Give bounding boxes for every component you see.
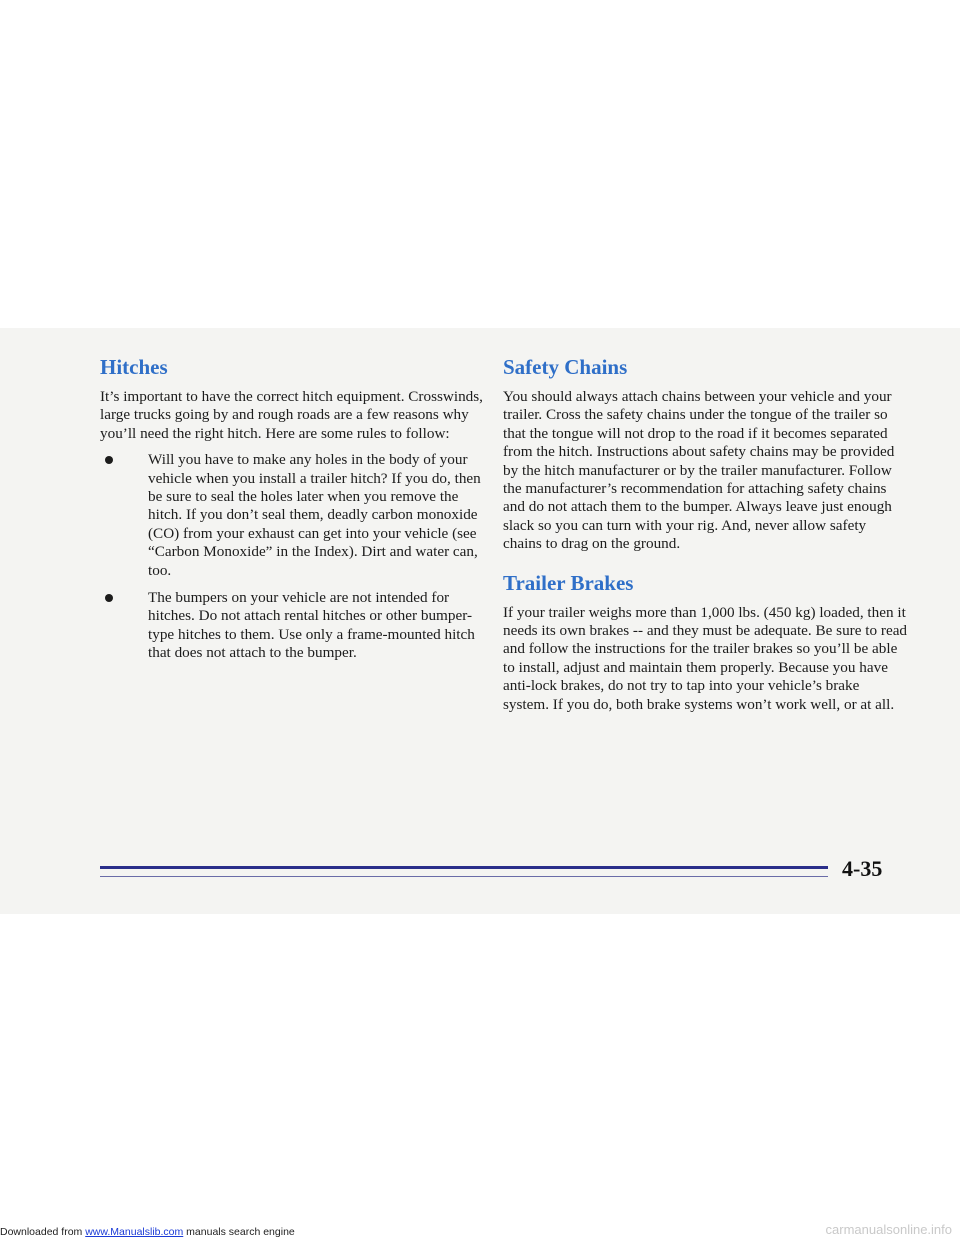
trailer-brakes-text: If your trailer weighs more than 1,000 lbs. (450 kg) loaded, then it needs its own brakes -- and they must be adequate. Be sure to read and follow the instructions for the trailer brakes so you’ll be able to install, adjust and maintain them properly. Because you have anti-lock brakes, do not try to tap into your vehicle’s brake system. If you do, both brake systems won’t work well, or at all. — [503, 603, 908, 713]
bullet-icon — [105, 594, 113, 602]
right-column — [503, 354, 908, 722]
list-item-text: The bumpers on your vehicle are not intended for hitches. Do not attach rental hitches or other bumper-type hitches to them. Use only a frame-mounted hitch that does not attach to the bumper. — [148, 589, 475, 662]
footer-suffix: manuals search engine — [183, 1226, 295, 1238]
watermark: carmanualsonline.info — [825, 1222, 952, 1237]
safety-chains-text: You should always attach chains between your vehicle and your trailer. Cross the safety chains under the tongue of the trailer so that the tongue will not drop to the road if it becomes separated from the hitch. Instructions about safety chains may be provided by the hitch manufacturer or by the trailer manufacturer. Follow the manufacturer’s recommendation for attaching safety chains and do not attach them to the bumper. Always leave just enough slack so you can turn with your rig. And, never allow safety chains to drag on the ground. — [503, 388, 895, 553]
bullet-icon — [105, 456, 113, 464]
left-column — [100, 354, 495, 672]
page-number: 4-35 — [842, 856, 883, 881]
manualslib-link[interactable]: www.Manualslib.com — [85, 1226, 184, 1238]
list-item — [100, 589, 495, 663]
download-footer — [0, 1226, 295, 1238]
hitches-heading: Hitches — [100, 355, 168, 379]
footer-rule-thick — [100, 866, 828, 869]
footer-prefix: Downloaded from — [0, 1226, 86, 1238]
list-item-text: Will you have to make any holes in the body of your vehicle when you install a trailer hitch? If you do, then be sure to seal the holes later when you remove the hitch. If you don’t seal them, deadly carbon monoxide (CO) from your exhaust can get into your vehicle (see “Carbon Monoxide” in the Index). Dirt and water can, too. — [148, 451, 481, 579]
hitches-intro: It’s important to have the correct hitch equipment. Crosswinds, large trucks going by and rough roads are a few reasons why you’ll need the right hitch. Here are some rules to follow: — [100, 388, 483, 442]
trailer-brakes-heading: Trailer Brakes — [503, 570, 634, 595]
hitch-rules-list — [100, 451, 495, 662]
list-item — [100, 451, 495, 580]
safety-chains-heading: Safety Chains — [503, 355, 628, 379]
footer-rule-thin — [100, 876, 828, 877]
